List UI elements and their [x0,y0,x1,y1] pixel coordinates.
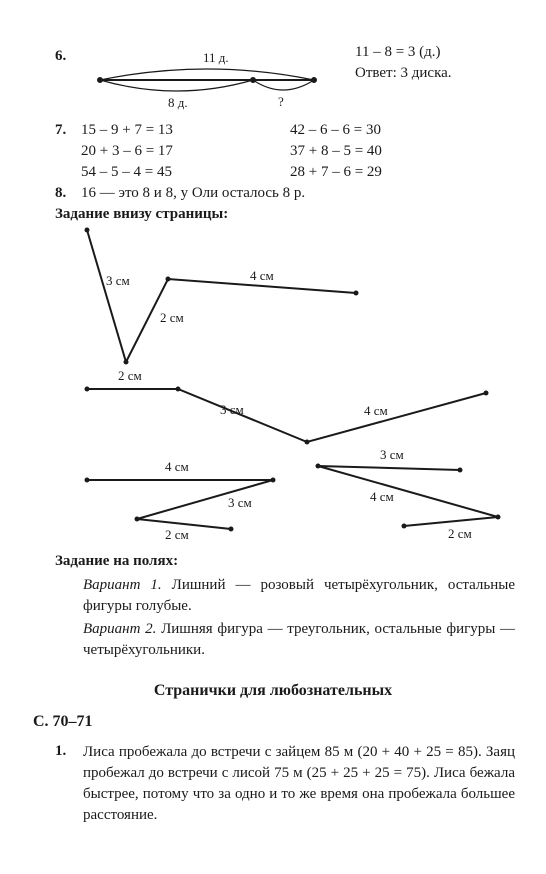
variant-2-label: Вариант 2. [83,621,157,637]
figure-1 [87,230,356,362]
point [312,78,317,83]
fig2-label-b: 3 см [220,402,244,417]
task7-left-3: 54 – 5 – 4 = 45 [81,164,172,180]
fig1-label-c: 4 см [250,268,274,283]
bottom-task-heading: Задание внизу страницы: [55,206,229,222]
task6-number: 6. [55,48,67,64]
fig4-label-a: 3 см [380,447,404,462]
figure-4 [318,466,498,526]
task8-number: 8. [55,185,67,201]
task1-number: 1. [55,743,67,759]
task7-number: 7. [55,122,67,138]
variant-2-text: Лишняя фигура — треугольник, остальные фигуры — четырёхугольники. [83,621,516,658]
task6-diagram [98,69,317,91]
task7-right-1: 42 – 6 – 6 = 30 [290,122,381,138]
task7-right-3: 28 + 7 – 6 = 29 [290,164,382,180]
fig2-label-a: 2 см [118,368,142,383]
point [251,78,256,83]
task7-right-2: 37 + 8 – 5 = 40 [290,143,382,159]
task6-solution: 11 – 8 = 3 (д.) [355,44,441,60]
fig3-label-b: 3 см [228,495,252,510]
section-title: Странички для любознательных [153,682,393,699]
task7-left-1: 15 – 9 + 7 = 13 [81,122,173,138]
figure-1-points [85,228,359,365]
task6-question: ? [278,94,284,109]
fig3-label-c: 2 см [165,527,189,542]
figure-2 [87,389,486,442]
task6-bottom-label: 8 д. [168,95,188,110]
fig1-label-a: 3 см [106,273,130,288]
fig3-label-a: 4 см [165,459,189,474]
margin-task-heading: Задание на полях: [55,553,179,569]
task6-top-label: 11 д. [203,50,229,65]
margin-task-variant-2 [83,619,515,661]
figure-2-points [85,387,489,445]
variant-1-label: Вариант 1. [83,577,162,593]
pages-heading: С. 70–71 [33,713,93,730]
task8-text: 16 — это 8 и 8, у Оли осталось 8 р. [81,185,306,201]
fig1-label-b: 2 см [160,310,184,325]
task1-text: Лиса пробежала до встречи с зайцем 85 м (20 + 40 + 25 = 85). Заяц пробежал до встречи с лисой 75 м (25 + 25 + 25 = 75). Лиса бежала быстрее, потому что за одно и то же время она пробежала большее расстояние. [83,744,515,823]
task7-left-2: 20 + 3 – 6 = 17 [81,143,173,159]
fig4-label-c: 2 см [448,526,472,541]
fig4-label-b: 4 см [370,489,394,504]
question-arc [253,80,314,90]
bottom-arc [100,80,253,91]
task6-answer: Ответ: 3 диска. [355,65,452,81]
point [98,78,103,83]
top-arc [100,69,314,80]
fig2-label-c: 4 см [364,403,388,418]
variant-1-text: Лишний — розовый четырёхугольник, остальные фигуры голубые. [83,577,516,614]
margin-task-variant-1 [83,575,515,617]
